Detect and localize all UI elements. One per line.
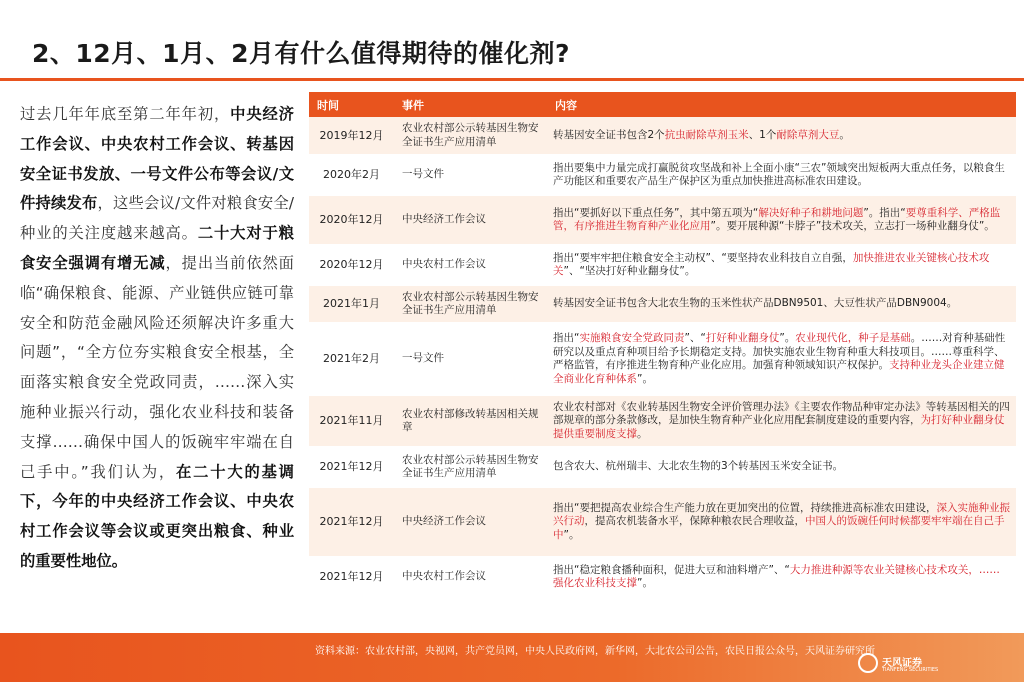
header-time: 时间 [309,92,394,117]
table-row [309,557,1016,597]
content-highlight: 抗虫耐除草剂玉米 [664,128,749,141]
table-row [309,117,1016,155]
cell-time: 2021年12月 [309,487,394,557]
cell-time: 2020年2月 [309,155,394,195]
summary-run: ，提出当前依然面临“确保粮食、能源、产业链供应链可靠安全和防范金融风险还须解决许多重大问题”，“全方位夯实粮食安全根基，全面落实粮食安全党政同责，……深入实施种业振兴行动，强化农业科技和装备支撑……确保中国人的饭碗牢牢端在自己手中。”我们认为， [20,253,294,481]
content-text: ”。 [779,332,796,344]
cell-time: 2021年12月 [309,557,394,597]
title-divider [0,78,1024,81]
content-text: 指出“ [553,332,580,344]
content-text: 指出“要抓好以下重点任务”，其中第五项为“ [553,206,759,219]
cell-event: 一号文件 [394,323,547,395]
summary-run: 过去几年年底至第二年年初， [20,105,231,123]
page-title: 2、12月、1月、2月有什么值得期待的催化剂? [32,39,570,68]
content-highlight: 解决好种子和耕地问题 [758,206,864,219]
cell-time: 2021年1月 [309,285,394,323]
cell-time: 2020年12月 [309,245,394,285]
table-row [309,447,1016,487]
cell-content [547,117,1016,155]
summary-bold-run: 中央经济工作会议、中央农村工作会议、转基因安全证书发放、一号文件公布等会议/文件持续发布 [20,105,294,213]
content-text: ”、“坚决打好种业翻身仗”。 [563,265,696,277]
content-text: ”。 [637,372,653,385]
cell-event: 中央农村工作会议 [394,557,547,597]
content-text: 指出“要把提高农业综合生产能力放在更加突出的位置，持续推进高标准农田建设， [553,501,937,514]
summary-paragraph [20,100,294,577]
header-event: 事件 [394,92,547,117]
content-text: ，提高农机装备水平，保障种粮农民合理收益， [584,515,805,528]
cell-time: 2021年12月 [309,447,394,487]
header-content: 内容 [547,92,1016,117]
cell-content [547,447,1016,487]
cell-time: 2021年2月 [309,323,394,395]
content-text: ”。指出“ [863,206,906,219]
content-text: 。 [637,427,648,440]
content-text: 指出要集中力量完成打赢脱贫攻坚战和补上全面小康“三农”领域突出短板两大重点任务，以粮食生产功能区和重要农产品生产保护区为重点加快推进高标准农田建设。 [553,161,1005,187]
content-highlight: 大力推进种源等农业关键核心技术攻关，……强化农业科技支撑 [553,563,1000,589]
summary-bold-run: 在二十大的基调下，今年的中央经济工作会议、中央农村工作会议等会议或更突出粮食、种业的重要性地位。 [20,462,294,570]
content-text: 指出“稳定粮食播种面积，促进大豆和油料增产”、“ [553,563,790,576]
logo-name: 天风证券 [882,658,922,669]
summary-bold-run: 二十大对于粮食安全强调有增无减 [20,224,294,272]
content-highlight: 中国人的饭碗任何时候都要牢牢端在自己手中 [553,515,1005,541]
cell-event: 一号文件 [394,155,547,195]
content-highlight: 打好种业翻身仗 [705,332,780,344]
cell-content [547,557,1016,597]
cell-time: 2019年12月 [309,117,394,155]
cell-content [547,395,1016,447]
cell-event: 中央经济工作会议 [394,195,547,245]
content-highlight: 实施粮食安全党政同责 [579,332,685,344]
content-text: 、1个 [748,128,777,141]
cell-event: 中央经济工作会议 [394,487,547,557]
cell-content [547,155,1016,195]
cell-event: 农业农村部公示转基因生物安全证书生产应用清单 [394,285,547,323]
company-logo [858,651,939,677]
cell-content [547,245,1016,285]
content-highlight: 农业现代化，种子是基础 [795,332,911,344]
table-row [309,195,1016,245]
content-text: 农业农村部对《农业转基因生物安全评价管理办法》《主要农作物品种审定办法》等转基因相关的四部规章的部分条款修改，是加快生物育种产业化应用配套制度建设的重要内容， [553,400,1010,427]
content-highlight: 支持种业龙头企业建立健全商业化育种体系 [553,359,1005,385]
content-text: ”。要开展种源“卡脖子”技术攻关，立志打一场种业翻身仗”。 [710,220,995,232]
content-highlight: 为打好种业翻身仗提供重要制度支撑 [553,414,1005,440]
content-text: ”。 [637,577,653,589]
content-text: 包含农大、杭州瑞丰、大北农生物的3个转基因玉米安全证书。 [553,460,844,473]
content-highlight: 加快推进农业关键核心技术攻关 [553,251,990,277]
content-text: 转基因安全证书包含大北农生物的玉米性状产品DBN9501、大豆性状产品DBN9004。 [553,297,958,310]
content-text: 。 [839,128,850,141]
logo-subtitle: TIANFENG SECURITIES [882,667,939,673]
cell-content [547,285,1016,323]
cell-content [547,487,1016,557]
content-highlight: 深入实施种业振兴行动 [553,501,1010,528]
content-text: 。……对育种基础性研究以及重点育种项目给予长期稳定支持。加快实施农业生物育种重大科技项目。……尊重科学、严格监管，有序推进生物育种产业化应用。加强育种领域知识产权保护。 [553,332,1006,371]
source-note: 资料来源：农业农村部，央视网，共产党员网，中央人民政府网，新华网，大北农公司公告，农民日报公众号，天风证券研究所 [315,646,875,657]
logo-mark-icon [858,653,878,673]
content-text: ”。 [563,528,580,541]
catalyst-table [309,92,1016,598]
content-highlight: 耐除草剂大豆 [776,128,840,141]
table-row [309,245,1016,285]
table-row [309,285,1016,323]
table-row [309,323,1016,395]
summary-run: ，这些会议/文件对粮食安全/种业的关注度越来越高。 [20,194,294,243]
cell-time: 2020年12月 [309,195,394,245]
cell-event: 中央农村工作会议 [394,245,547,285]
content-text: ”、“ [684,332,706,344]
cell-event: 农业农村部公示转基因生物安全证书生产应用清单 [394,447,547,487]
table-row [309,395,1016,447]
content-text: 转基因安全证书包含2个 [553,128,665,141]
content-highlight: 要尊重科学、严格监管，有序推进生物育种产业化应用 [553,206,1001,232]
cell-content [547,323,1016,395]
cell-content [547,195,1016,245]
cell-time: 2021年11月 [309,395,394,447]
table-row [309,487,1016,557]
table-header-row [309,92,1016,117]
cell-event: 农业农村部公示转基因生物安全证书生产应用清单 [394,117,547,155]
cell-event: 农业农村部修改转基因相关规章 [394,395,547,447]
content-text: 指出“要牢牢把住粮食安全主动权”、“要坚持农业科技自立自强， [553,251,853,264]
table-row [309,155,1016,195]
